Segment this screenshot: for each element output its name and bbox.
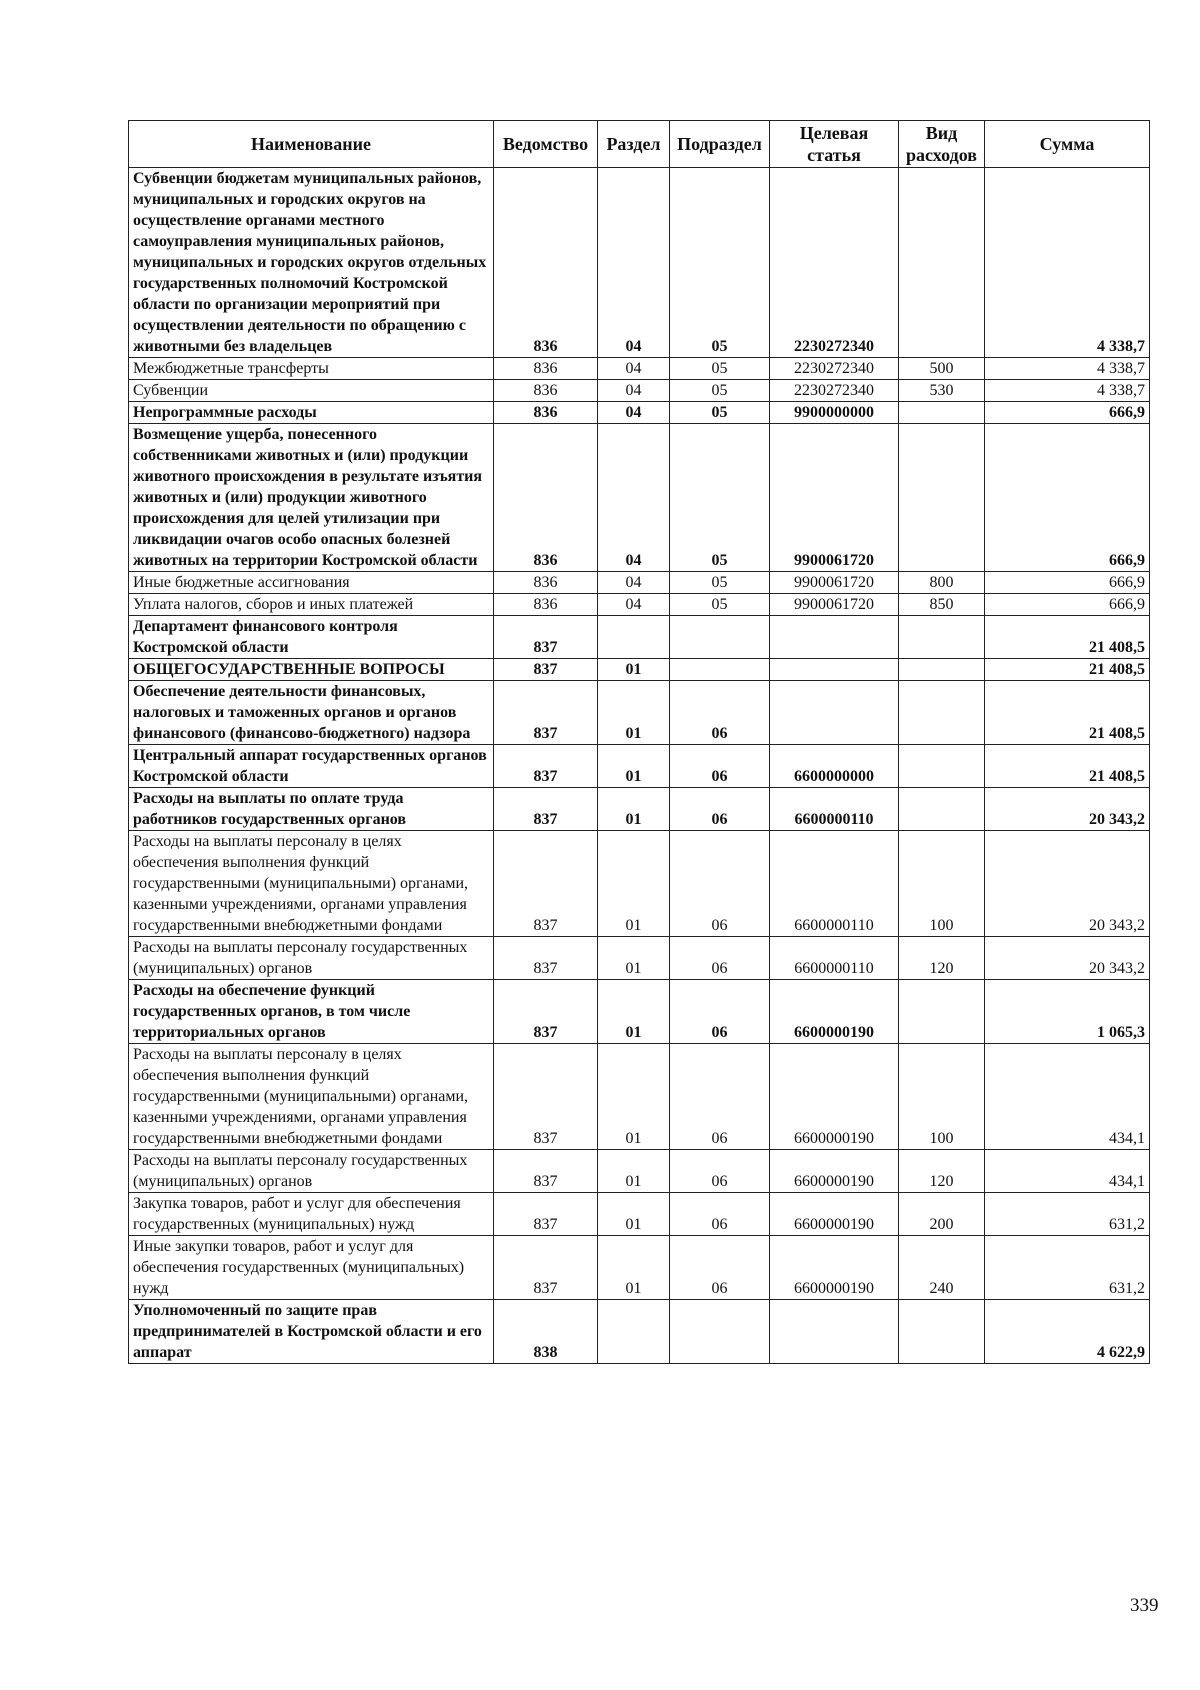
row-sum: 666,9	[985, 594, 1150, 616]
row-section: 01	[598, 788, 670, 831]
row-section: 04	[598, 358, 670, 380]
row-target: 6600000110	[770, 831, 899, 937]
row-section: 04	[598, 572, 670, 594]
row-section: 01	[598, 1044, 670, 1150]
row-target: 2230272340	[770, 380, 899, 402]
row-name: Возмещение ущерба, понесенного собственниками животных и (или) продукции животного происхождения в результате изъятия животных и (или) продукции животного происхождения для целей утилизации при ликвидации очагов особо опасных болезней животных на территории Костромской области	[129, 424, 494, 572]
row-section: 04	[598, 402, 670, 424]
row-sum: 20 343,2	[985, 788, 1150, 831]
row-section: 01	[598, 1150, 670, 1193]
row-name: Расходы на обеспечение функций государственных органов, в том числе территориальных органов	[129, 980, 494, 1044]
row-name: Субвенции	[129, 380, 494, 402]
row-sum: 4 338,7	[985, 168, 1150, 358]
row-dept: 836	[494, 424, 598, 572]
table-row	[129, 788, 1150, 831]
row-subsection: 06	[670, 788, 770, 831]
row-target	[770, 1300, 899, 1364]
row-kind	[899, 745, 985, 788]
row-name: Иные закупки товаров, работ и услуг для обеспечения государственных (муниципальных) нужд	[129, 1236, 494, 1300]
row-subsection: 06	[670, 980, 770, 1044]
row-dept: 836	[494, 168, 598, 358]
row-section	[598, 1300, 670, 1364]
row-kind: 240	[899, 1236, 985, 1300]
row-dept: 837	[494, 937, 598, 980]
row-sum: 666,9	[985, 572, 1150, 594]
row-target: 6600000110	[770, 788, 899, 831]
row-dept: 837	[494, 681, 598, 745]
header-target: Целевая статья	[770, 121, 899, 168]
row-target: 9900061720	[770, 572, 899, 594]
row-dept: 836	[494, 402, 598, 424]
row-name: Уплата налогов, сборов и иных платежей	[129, 594, 494, 616]
row-subsection: 06	[670, 1044, 770, 1150]
row-sum: 434,1	[985, 1150, 1150, 1193]
row-kind	[899, 616, 985, 659]
row-sum: 21 408,5	[985, 616, 1150, 659]
row-subsection	[670, 1300, 770, 1364]
row-sum: 631,2	[985, 1236, 1150, 1300]
row-kind	[899, 659, 985, 681]
row-dept: 836	[494, 572, 598, 594]
table-row	[129, 681, 1150, 745]
row-sum: 666,9	[985, 402, 1150, 424]
row-target: 6600000190	[770, 980, 899, 1044]
row-subsection: 05	[670, 424, 770, 572]
row-section: 01	[598, 937, 670, 980]
row-dept: 836	[494, 380, 598, 402]
row-kind	[899, 788, 985, 831]
row-section: 04	[598, 424, 670, 572]
table-row	[129, 1300, 1150, 1364]
row-section	[598, 616, 670, 659]
table-row	[129, 980, 1150, 1044]
row-kind: 800	[899, 572, 985, 594]
header-kind: Вид расходов	[899, 121, 985, 168]
row-section: 01	[598, 681, 670, 745]
row-kind: 120	[899, 937, 985, 980]
table-row	[129, 594, 1150, 616]
row-name: Расходы на выплаты по оплате труда работников государственных органов	[129, 788, 494, 831]
row-sum: 21 408,5	[985, 659, 1150, 681]
table-row	[129, 616, 1150, 659]
row-kind	[899, 168, 985, 358]
row-target: 6600000190	[770, 1044, 899, 1150]
row-sum: 631,2	[985, 1193, 1150, 1236]
row-subsection: 06	[670, 1236, 770, 1300]
row-subsection: 05	[670, 594, 770, 616]
row-sum: 20 343,2	[985, 937, 1150, 980]
table-row	[129, 1044, 1150, 1150]
row-dept: 837	[494, 1150, 598, 1193]
row-sum: 20 343,2	[985, 831, 1150, 937]
row-subsection: 06	[670, 1150, 770, 1193]
row-subsection: 06	[670, 1193, 770, 1236]
row-dept: 837	[494, 616, 598, 659]
table-row	[129, 831, 1150, 937]
row-kind	[899, 1300, 985, 1364]
row-dept: 837	[494, 1236, 598, 1300]
table-row	[129, 1193, 1150, 1236]
row-target: 9900061720	[770, 424, 899, 572]
row-target	[770, 659, 899, 681]
budget-table	[128, 120, 1150, 1364]
row-target	[770, 681, 899, 745]
row-target: 9900000000	[770, 402, 899, 424]
row-name: Закупка товаров, работ и услуг для обеспечения государственных (муниципальных) нужд	[129, 1193, 494, 1236]
row-target: 6600000190	[770, 1150, 899, 1193]
page-number: 339	[1130, 1595, 1159, 1616]
row-name: Межбюджетные трансферты	[129, 358, 494, 380]
row-subsection: 05	[670, 358, 770, 380]
header-subsection: Подраздел	[670, 121, 770, 168]
table-row	[129, 380, 1150, 402]
table-row	[129, 1236, 1150, 1300]
row-subsection: 06	[670, 831, 770, 937]
row-dept: 837	[494, 1193, 598, 1236]
row-kind: 200	[899, 1193, 985, 1236]
row-kind	[899, 980, 985, 1044]
row-sum: 4 622,9	[985, 1300, 1150, 1364]
table-row	[129, 424, 1150, 572]
row-name: Расходы на выплаты персоналу в целях обеспечения выполнения функций государственными (муниципальными) органами, казенными учреждениями, органами управления государственными внебюджетными фондами	[129, 831, 494, 937]
row-dept: 837	[494, 980, 598, 1044]
row-kind: 100	[899, 831, 985, 937]
row-kind: 500	[899, 358, 985, 380]
table-row	[129, 745, 1150, 788]
header-dept: Ведомство	[494, 121, 598, 168]
row-dept: 837	[494, 745, 598, 788]
table-row	[129, 937, 1150, 980]
row-section: 01	[598, 980, 670, 1044]
row-section: 04	[598, 594, 670, 616]
row-subsection: 05	[670, 572, 770, 594]
row-name: Уполномоченный по защите прав предпринимателей в Костромской области и его аппарат	[129, 1300, 494, 1364]
row-section: 04	[598, 168, 670, 358]
table-row	[129, 1150, 1150, 1193]
row-dept: 836	[494, 358, 598, 380]
row-sum: 4 338,7	[985, 358, 1150, 380]
row-subsection	[670, 659, 770, 681]
row-dept: 836	[494, 594, 598, 616]
row-section: 01	[598, 1236, 670, 1300]
row-name: Расходы на выплаты персоналу государственных (муниципальных) органов	[129, 937, 494, 980]
table-header-row	[129, 121, 1150, 168]
row-sum: 21 408,5	[985, 681, 1150, 745]
row-name: Непрограммные расходы	[129, 402, 494, 424]
header-name: Наименование	[129, 121, 494, 168]
row-target	[770, 616, 899, 659]
row-kind	[899, 681, 985, 745]
row-dept: 838	[494, 1300, 598, 1364]
row-section: 01	[598, 745, 670, 788]
table-row	[129, 358, 1150, 380]
row-name: Обеспечение деятельности финансовых, налоговых и таможенных органов и органов финансового (финансово-бюджетного) надзора	[129, 681, 494, 745]
row-subsection: 06	[670, 745, 770, 788]
row-sum: 666,9	[985, 424, 1150, 572]
row-section: 01	[598, 1193, 670, 1236]
row-subsection	[670, 616, 770, 659]
row-subsection: 06	[670, 937, 770, 980]
row-sum: 21 408,5	[985, 745, 1150, 788]
row-kind	[899, 402, 985, 424]
row-name: Расходы на выплаты персоналу в целях обеспечения выполнения функций государственными (муниципальными) органами, казенными учреждениями, органами управления государственными внебюджетными фондами	[129, 1044, 494, 1150]
row-target: 2230272340	[770, 168, 899, 358]
row-sum: 1 065,3	[985, 980, 1150, 1044]
row-dept: 837	[494, 659, 598, 681]
row-section: 04	[598, 380, 670, 402]
row-target: 2230272340	[770, 358, 899, 380]
row-subsection: 05	[670, 402, 770, 424]
table-row	[129, 168, 1150, 358]
row-target: 6600000190	[770, 1193, 899, 1236]
table-row	[129, 659, 1150, 681]
row-dept: 837	[494, 831, 598, 937]
row-name: Иные бюджетные ассигнования	[129, 572, 494, 594]
row-sum: 434,1	[985, 1044, 1150, 1150]
header-sum: Сумма	[985, 121, 1150, 168]
row-kind: 100	[899, 1044, 985, 1150]
row-kind: 530	[899, 380, 985, 402]
row-kind: 120	[899, 1150, 985, 1193]
row-target: 9900061720	[770, 594, 899, 616]
row-target: 6600000110	[770, 937, 899, 980]
row-subsection: 05	[670, 168, 770, 358]
row-name: Центральный аппарат государственных органов Костромской области	[129, 745, 494, 788]
row-name: ОБЩЕГОСУДАРСТВЕННЫЕ ВОПРОСЫ	[129, 659, 494, 681]
header-section: Раздел	[598, 121, 670, 168]
row-kind	[899, 424, 985, 572]
table-body	[129, 168, 1150, 1364]
row-name: Расходы на выплаты персоналу государственных (муниципальных) органов	[129, 1150, 494, 1193]
row-target: 6600000190	[770, 1236, 899, 1300]
row-subsection: 05	[670, 380, 770, 402]
row-kind: 850	[899, 594, 985, 616]
row-section: 01	[598, 831, 670, 937]
row-dept: 837	[494, 788, 598, 831]
row-dept: 837	[494, 1044, 598, 1150]
row-sum: 4 338,7	[985, 380, 1150, 402]
table-row	[129, 402, 1150, 424]
row-name: Субвенции бюджетам муниципальных районов, муниципальных и городских округов на осуществление органами местного самоуправления муниципальных районов, муниципальных и городских округов отдельных государственных полномочий Костромской области по организации мероприятий при осуществлении деятельности по обращению с животными без владельцев	[129, 168, 494, 358]
row-name: Департамент финансового контроля Костромской области	[129, 616, 494, 659]
row-section: 01	[598, 659, 670, 681]
table-row	[129, 572, 1150, 594]
row-target: 6600000000	[770, 745, 899, 788]
row-subsection: 06	[670, 681, 770, 745]
